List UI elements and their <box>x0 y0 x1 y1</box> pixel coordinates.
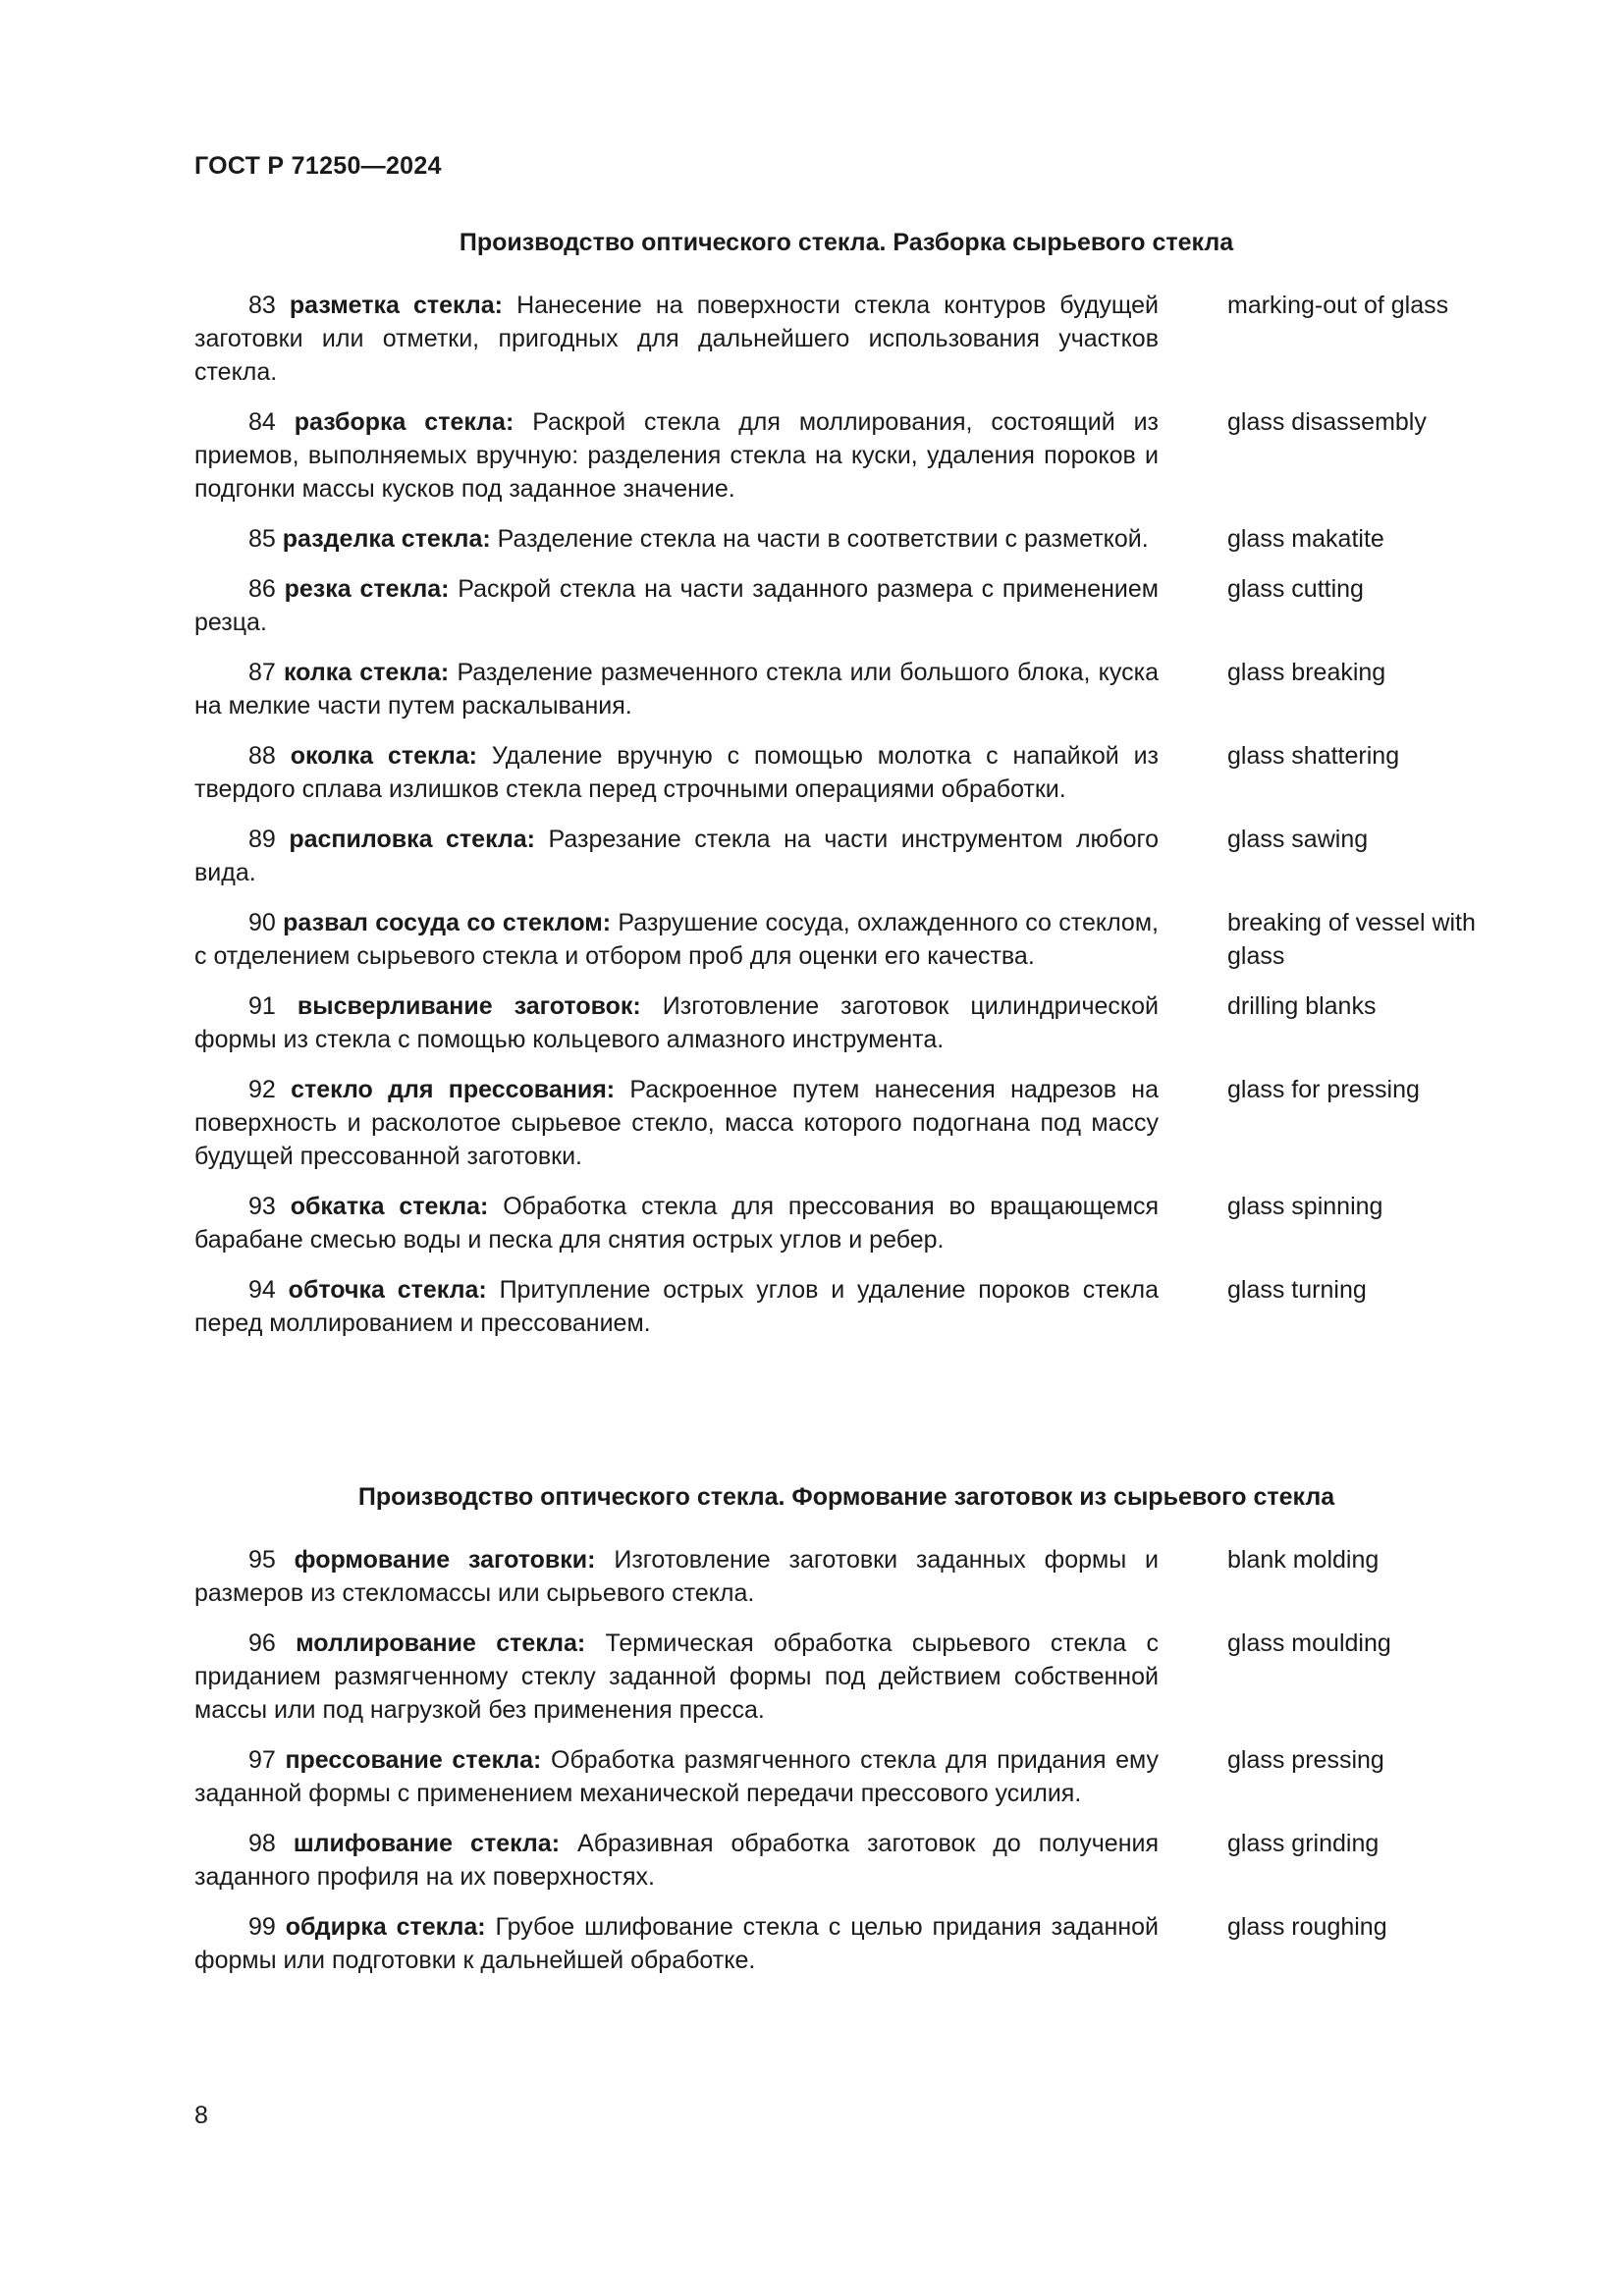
term-text: Абразивная обработка заготовок до получения заданного профиля на их поверхностях. <box>194 1830 1159 1891</box>
term-entry-99 <box>194 1910 1510 1977</box>
term-text: Грубое шлифование стекла с целью придания заданной формы или подготовки к дальнейшей обработке. <box>194 1913 1159 1974</box>
page-number: 8 <box>194 2102 208 2129</box>
term-number: 84 <box>248 408 276 436</box>
term-name: околка стекла: <box>290 742 477 770</box>
term-definition <box>194 1543 1159 1610</box>
term-name: резка стекла: <box>284 575 450 603</box>
term-name: колка стекла: <box>283 659 450 686</box>
term-list <box>194 1543 1510 1994</box>
term-entry-85 <box>194 522 1510 556</box>
term-number: 97 <box>248 1746 276 1774</box>
term-definition <box>194 405 1159 506</box>
term-text: Раскрой стекла на части заданного размера с применением резца. <box>194 575 1159 636</box>
term-number: 88 <box>248 742 276 770</box>
term-text: Обработка стекла для прессования во вращающемся барабане смесью воды и песка для снятия острых углов и ребер. <box>194 1193 1159 1254</box>
term-definition <box>194 906 1159 973</box>
term-name: обдирка стекла: <box>285 1913 486 1941</box>
term-entry-94 <box>194 1273 1510 1340</box>
term-name: разборка стекла: <box>294 408 514 436</box>
term-definition <box>194 1190 1159 1256</box>
term-number: 83 <box>248 292 276 319</box>
term-text: Раскрой стекла для моллирования, состоящий из приемов, выполняемых вручную: разделения стекла на куски, удаления пороков и подгонки массы кусков под заданное значение. <box>194 408 1159 503</box>
term-entry-86 <box>194 572 1510 639</box>
term-definition <box>194 823 1159 889</box>
term-entry-98 <box>194 1827 1510 1894</box>
term-number: 95 <box>248 1546 276 1574</box>
term-name: обточка стекла: <box>288 1276 487 1304</box>
term-text: Притупление острых углов и удаление пороков стекла перед моллированием и прессованием. <box>194 1276 1160 1337</box>
term-number: 89 <box>248 826 276 853</box>
term-english: glass moulding <box>1227 1629 1391 1657</box>
term-name: разделка стекла: <box>282 525 491 553</box>
term-english: breaking of vessel with glass <box>1227 909 1476 970</box>
term-definition <box>194 1827 1159 1894</box>
term-number: 98 <box>248 1830 276 1857</box>
term-english: glass makatite <box>1227 525 1384 553</box>
term-definition <box>194 572 1159 639</box>
term-name: высверливание заготовок: <box>297 992 641 1020</box>
term-definition <box>194 1073 1159 1173</box>
term-text: Разрезание стекла на части инструментом любого вида. <box>194 826 1159 886</box>
term-english: glass disassembly <box>1227 408 1427 436</box>
term-text: Нанесение на поверхности стекла контуров будущей заготовки или отметки, пригодных для дальнейшего использования участков стекла. <box>194 292 1159 386</box>
term-entry-92 <box>194 1073 1510 1173</box>
term-english: glass shattering <box>1227 742 1400 770</box>
term-number: 91 <box>248 992 276 1020</box>
term-english: blank molding <box>1227 1546 1380 1574</box>
term-entry-95 <box>194 1543 1510 1610</box>
term-english: glass grinding <box>1227 1830 1380 1857</box>
term-name: стекло для прессования: <box>291 1076 616 1103</box>
term-entry-90 <box>194 906 1510 973</box>
term-number: 93 <box>248 1193 276 1220</box>
term-text: Раскроенное путем нанесения надрезов на поверхность и расколотое сырьевое стекло, масса которого подогнана под массу будущей прессованной заготовки. <box>194 1076 1159 1170</box>
term-definition <box>194 1273 1159 1340</box>
term-definition <box>194 1910 1159 1977</box>
term-english: glass sawing <box>1227 826 1369 853</box>
term-text: Удаление вручную с помощью молотка с напайкой из твердого сплава излишков стекла перед строчными операциями обработки. <box>194 742 1160 803</box>
term-number: 87 <box>248 659 276 686</box>
term-entry-84 <box>194 405 1510 506</box>
term-number: 96 <box>248 1629 276 1657</box>
section-heading: Производство оптического стекла. Формование заготовок из сырьевого стекла <box>357 1483 1335 1511</box>
term-name: моллирование стекла: <box>296 1629 586 1657</box>
term-number: 90 <box>248 909 276 936</box>
term-english: glass for pressing <box>1227 1076 1420 1103</box>
term-entry-87 <box>194 656 1510 722</box>
term-text: Обработка размягченного стекла для придания ему заданной формы с применением механической передачи прессового усилия. <box>194 1746 1159 1807</box>
document-code: ГОСТ Р 71250—2024 <box>194 152 442 180</box>
term-entry-83 <box>194 289 1510 389</box>
term-name: обкатка стекла: <box>290 1193 489 1220</box>
term-english: glass roughing <box>1227 1913 1387 1941</box>
term-name: развал сосуда со стеклом: <box>283 909 612 936</box>
term-english: glass turning <box>1227 1276 1367 1304</box>
term-entry-93 <box>194 1190 1510 1256</box>
term-english: glass cutting <box>1227 575 1364 603</box>
term-english: marking-out of glass <box>1227 292 1449 319</box>
term-english: glass pressing <box>1227 1746 1384 1774</box>
term-name: прессование стекла: <box>285 1746 542 1774</box>
term-text: Разделение стекла на части в соответствии с разметкой. <box>497 525 1149 553</box>
term-definition <box>194 989 1159 1056</box>
term-text: Разрушение сосуда, охлажденного со стеклом, с отделением сырьевого стекла и отбором проб для оценки его качества. <box>194 909 1159 970</box>
term-definition <box>194 1627 1159 1727</box>
term-entry-97 <box>194 1743 1510 1810</box>
term-list <box>194 289 1510 1357</box>
term-number: 85 <box>248 525 276 553</box>
term-number: 94 <box>248 1276 276 1304</box>
term-number: 92 <box>248 1076 276 1103</box>
term-name: разметка стекла: <box>289 292 503 319</box>
term-definition <box>194 522 1159 556</box>
term-definition <box>194 739 1159 806</box>
term-english: drilling blanks <box>1227 992 1377 1020</box>
term-definition <box>194 1743 1159 1810</box>
term-entry-89 <box>194 823 1510 889</box>
term-entry-88 <box>194 739 1510 806</box>
term-number: 99 <box>248 1913 276 1941</box>
term-definition <box>194 656 1159 722</box>
section-heading: Производство оптического стекла. Разборка сырьевого стекла <box>459 229 1234 256</box>
term-number: 86 <box>248 575 276 603</box>
term-english: glass breaking <box>1227 659 1386 686</box>
term-entry-96 <box>194 1627 1510 1727</box>
term-name: распиловка стекла: <box>289 826 536 853</box>
term-name: формование заготовки: <box>294 1546 596 1574</box>
term-definition <box>194 289 1159 389</box>
term-text: Разделение размеченного стекла или большого блока, куска на мелкие части путем раскалывания. <box>194 659 1159 720</box>
term-entry-91 <box>194 989 1510 1056</box>
term-english: glass spinning <box>1227 1193 1383 1220</box>
term-text: Изготовление заготовки заданных формы и размеров из стекломассы или сырьевого стекла. <box>194 1546 1159 1607</box>
term-text: Изготовление заготовок цилиндрической формы из стекла с помощью кольцевого алмазного инструмента. <box>194 992 1159 1053</box>
term-text: Термическая обработка сырьевого стекла с приданием размягченному стеклу заданной формы под действием собственной массы или под нагрузкой без применения пресса. <box>194 1629 1159 1724</box>
term-name: шлифование стекла: <box>293 1830 561 1857</box>
